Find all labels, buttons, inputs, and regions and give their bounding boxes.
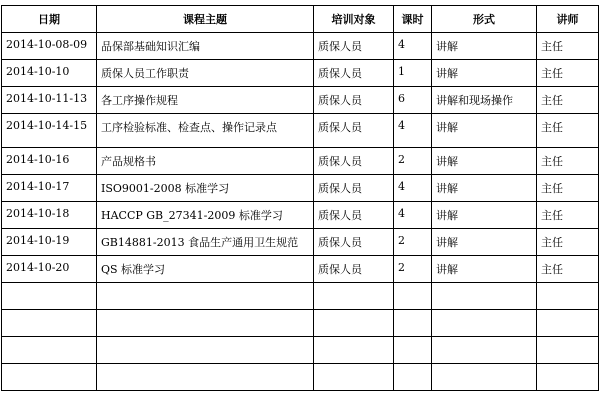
cell-form: 讲解 bbox=[432, 148, 537, 175]
cell-teacher: 主任 bbox=[537, 256, 599, 283]
header-row bbox=[2, 6, 599, 33]
cell-teacher: 主任 bbox=[537, 202, 599, 229]
empty-cell bbox=[314, 283, 394, 310]
cell-target: 质保人员 bbox=[314, 114, 394, 148]
empty-cell bbox=[314, 310, 394, 337]
empty-cell bbox=[432, 310, 537, 337]
cell-hours: 2 bbox=[394, 148, 432, 175]
empty-cell bbox=[2, 310, 97, 337]
empty-cell bbox=[97, 310, 314, 337]
cell-hours: 4 bbox=[394, 202, 432, 229]
cell-topic: 质保人员工作职责 bbox=[97, 60, 314, 87]
empty-cell bbox=[97, 283, 314, 310]
cell-form: 讲解 bbox=[432, 202, 537, 229]
header-form: 形式 bbox=[432, 6, 537, 33]
cell-hours: 4 bbox=[394, 175, 432, 202]
cell-topic: HACCP GB_27341-2009 标准学习 bbox=[97, 202, 314, 229]
cell-teacher: 主任 bbox=[537, 148, 599, 175]
empty-cell bbox=[314, 337, 394, 364]
training-schedule-table bbox=[1, 5, 599, 391]
header-target: 培训对象 bbox=[314, 6, 394, 33]
empty-row bbox=[2, 364, 599, 391]
cell-target: 质保人员 bbox=[314, 229, 394, 256]
cell-form: 讲解和现场操作 bbox=[432, 87, 537, 114]
cell-date: 2014-10-18 bbox=[2, 202, 97, 229]
empty-row bbox=[2, 283, 599, 310]
cell-form: 讲解 bbox=[432, 175, 537, 202]
empty-cell bbox=[314, 364, 394, 391]
cell-topic: 工序检验标准、检查点、操作记录点 bbox=[97, 114, 314, 148]
empty-cell bbox=[432, 364, 537, 391]
header-topic: 课程主题 bbox=[97, 6, 314, 33]
cell-target: 质保人员 bbox=[314, 33, 394, 60]
empty-cell bbox=[394, 310, 432, 337]
cell-target: 质保人员 bbox=[314, 87, 394, 114]
table-row bbox=[2, 114, 599, 148]
cell-hours: 4 bbox=[394, 33, 432, 60]
cell-date: 2014-10-19 bbox=[2, 229, 97, 256]
cell-hours: 1 bbox=[394, 60, 432, 87]
cell-teacher: 主任 bbox=[537, 87, 599, 114]
cell-teacher: 主任 bbox=[537, 175, 599, 202]
cell-target: 质保人员 bbox=[314, 256, 394, 283]
cell-topic: 品保部基础知识汇编 bbox=[97, 33, 314, 60]
table-row bbox=[2, 148, 599, 175]
empty-cell bbox=[394, 364, 432, 391]
header-date: 日期 bbox=[2, 6, 97, 33]
cell-date: 2014-10-08-09 bbox=[2, 33, 97, 60]
cell-topic: ISO9001-2008 标准学习 bbox=[97, 175, 314, 202]
empty-cell bbox=[432, 337, 537, 364]
cell-hours: 2 bbox=[394, 256, 432, 283]
empty-cell bbox=[537, 337, 599, 364]
cell-form: 讲解 bbox=[432, 229, 537, 256]
empty-cell bbox=[537, 310, 599, 337]
cell-form: 讲解 bbox=[432, 114, 537, 148]
cell-teacher: 主任 bbox=[537, 33, 599, 60]
cell-topic: QS 标准学习 bbox=[97, 256, 314, 283]
empty-cell bbox=[537, 364, 599, 391]
cell-topic: GB14881-2013 食品生产通用卫生规范 bbox=[97, 229, 314, 256]
empty-cell bbox=[2, 337, 97, 364]
table-row bbox=[2, 60, 599, 87]
empty-row bbox=[2, 337, 599, 364]
header-teacher: 讲师 bbox=[537, 6, 599, 33]
header-hours: 课时 bbox=[394, 6, 432, 33]
empty-cell bbox=[97, 337, 314, 364]
cell-target: 质保人员 bbox=[314, 148, 394, 175]
cell-date: 2014-10-20 bbox=[2, 256, 97, 283]
table-row bbox=[2, 33, 599, 60]
table-row bbox=[2, 202, 599, 229]
empty-cell bbox=[394, 337, 432, 364]
empty-cell bbox=[537, 283, 599, 310]
cell-form: 讲解 bbox=[432, 256, 537, 283]
cell-date: 2014-10-14-15 bbox=[2, 114, 97, 148]
empty-cell bbox=[97, 364, 314, 391]
cell-teacher: 主任 bbox=[537, 60, 599, 87]
empty-row bbox=[2, 310, 599, 337]
empty-cell bbox=[2, 283, 97, 310]
cell-target: 质保人员 bbox=[314, 60, 394, 87]
empty-cell bbox=[2, 364, 97, 391]
empty-cell bbox=[432, 283, 537, 310]
cell-date: 2014-10-16 bbox=[2, 148, 97, 175]
table-row bbox=[2, 256, 599, 283]
cell-teacher: 主任 bbox=[537, 229, 599, 256]
cell-target: 质保人员 bbox=[314, 175, 394, 202]
cell-hours: 4 bbox=[394, 114, 432, 148]
cell-topic: 产品规格书 bbox=[97, 148, 314, 175]
table-row bbox=[2, 175, 599, 202]
cell-hours: 2 bbox=[394, 229, 432, 256]
cell-date: 2014-10-17 bbox=[2, 175, 97, 202]
cell-target: 质保人员 bbox=[314, 202, 394, 229]
cell-date: 2014-10-11-13 bbox=[2, 87, 97, 114]
table-row bbox=[2, 229, 599, 256]
table-row bbox=[2, 87, 599, 114]
cell-form: 讲解 bbox=[432, 60, 537, 87]
empty-cell bbox=[394, 283, 432, 310]
cell-hours: 6 bbox=[394, 87, 432, 114]
cell-teacher: 主任 bbox=[537, 114, 599, 148]
cell-topic: 各工序操作规程 bbox=[97, 87, 314, 114]
cell-date: 2014-10-10 bbox=[2, 60, 97, 87]
cell-form: 讲解 bbox=[432, 33, 537, 60]
